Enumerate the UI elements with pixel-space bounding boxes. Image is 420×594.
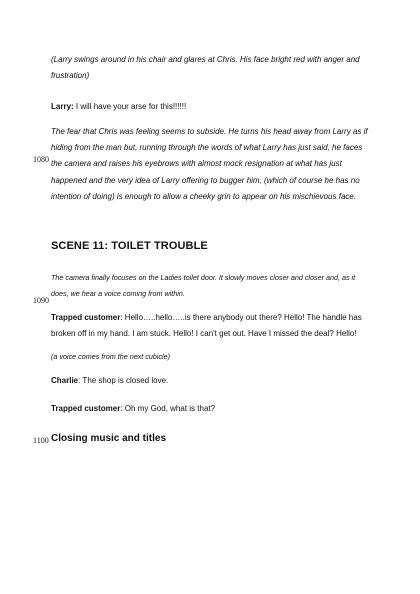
speaker-trapped-customer: Trapped customer bbox=[51, 404, 121, 413]
closing-titles: Closing music and titles bbox=[51, 433, 167, 444]
line-number-1090: 1090 bbox=[33, 296, 49, 305]
speaker-larry: Larry: bbox=[51, 102, 74, 111]
speaker-charlie: Charlie bbox=[51, 376, 79, 385]
stage-direction-next-cubicle: (a voice comes from the next cubicle) bbox=[51, 352, 171, 361]
line-number-1080: 1080 bbox=[33, 155, 49, 164]
stage-direction-camera-focuses: The camera finally focuses on the Ladies toilet door. It slowly moves closer and closer and, as it does, we hear a voice coming from within. bbox=[51, 273, 356, 299]
line-number-1100: 1100 bbox=[33, 436, 49, 445]
speaker-trapped-customer: Trapped customer bbox=[51, 313, 121, 322]
line-larry: I will have your arse for this!!!!!! bbox=[73, 102, 187, 111]
dialogue-trapped-customer-1 bbox=[51, 310, 371, 342]
scene-heading: SCENE 11: TOILET TROUBLE bbox=[51, 240, 208, 252]
stage-direction-larry-swings: (Larry swings around in his chair and glares at Chris. His face bright red with anger and frustration) bbox=[51, 55, 360, 81]
dialogue-charlie bbox=[51, 373, 371, 389]
line-trapped-customer-2: : Oh my God, what is that? bbox=[120, 404, 216, 413]
line-trapped-customer-1: : Hello…..hello…..is there anybody out there? Hello! The handle has broken off in my hand. I am stuck. Hello! I can't get out. Have I missed the deal? Hello! bbox=[51, 313, 362, 339]
dialogue-larry bbox=[51, 99, 371, 115]
stage-direction-fear-subsides: The fear that Chris was feeling seems to subside. He turns his head away from Larry as if hiding from the man but, running through the words of what Larry has just said, he faces the camera and raises his eyebrows with almost mock resignation at what has just happened and the very idea of Larry offering to bugger him, (which of course he has no intention of doing) is enough to allow a cheeky grin to appear on his mischievous face. bbox=[51, 127, 368, 201]
line-charlie: : The shop is closed love. bbox=[78, 376, 169, 385]
dialogue-trapped-customer-2 bbox=[51, 401, 371, 417]
